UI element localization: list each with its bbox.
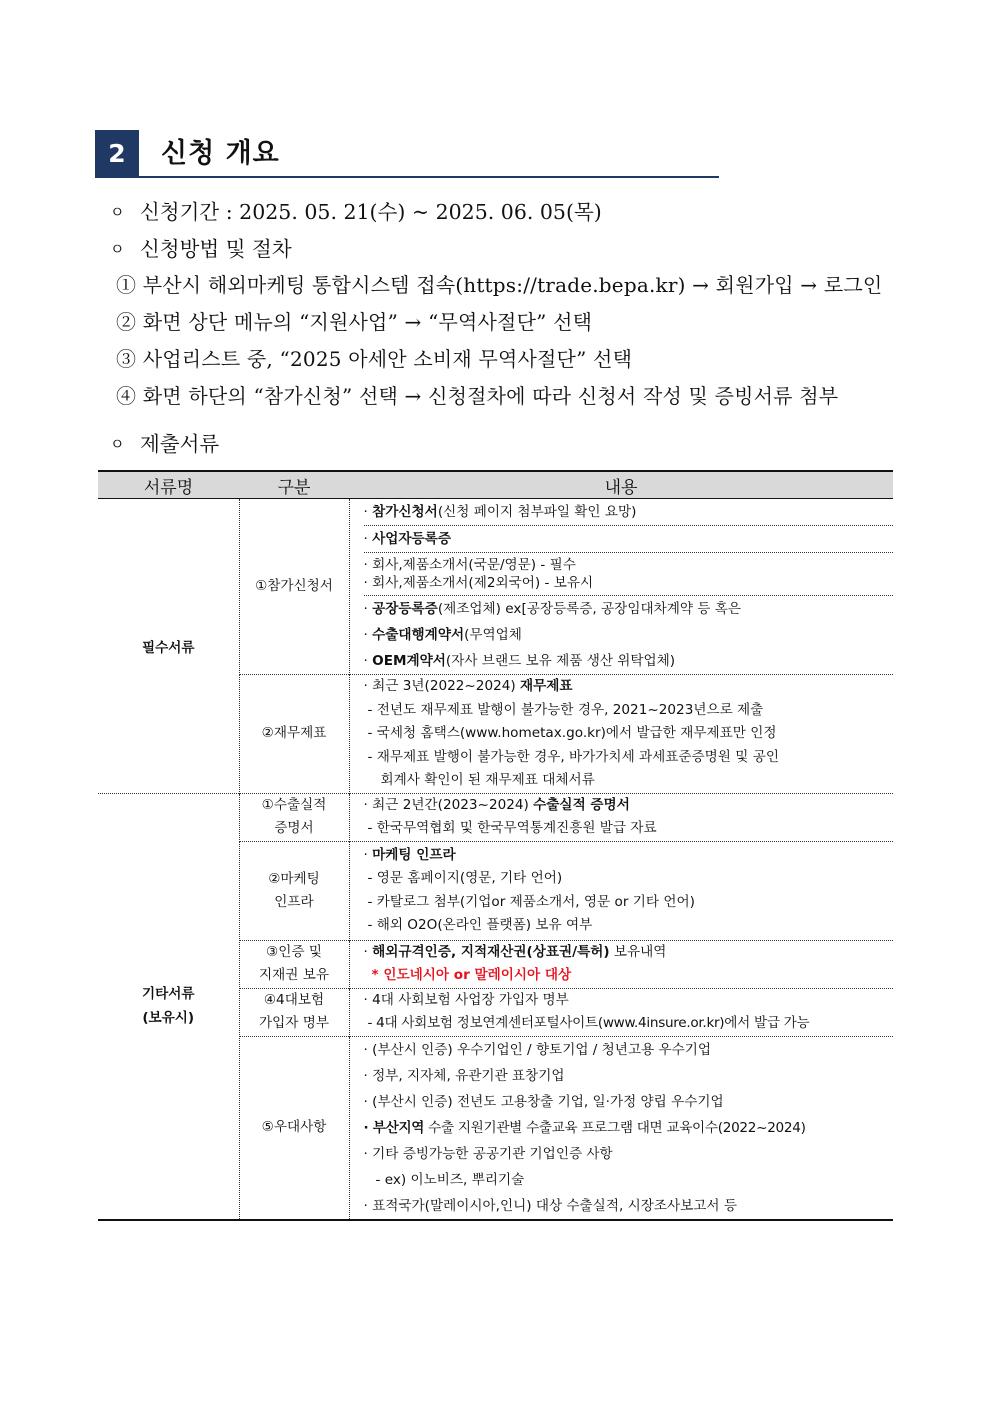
section-title: 신청 개요 xyxy=(161,138,280,169)
category-export-record: ①수출실적 증명서 xyxy=(239,793,349,841)
list-item: · 공장등록증(제조업체) ex[공장등록증, 공장임대차계약 등 혹은 xyxy=(364,595,894,622)
list-item: - 전년도 재무제표 발행이 불가능한 경우, 2021~2023년으로 제출 xyxy=(367,701,764,718)
section-header xyxy=(95,130,719,178)
list-item: · (부산시 인증) 전년도 고용창출 기업, 일·가정 양립 우수기업 xyxy=(363,1093,724,1110)
list-item: · 마케팅 인프라 xyxy=(363,846,456,863)
application-method: ㅇ 신청방법 및 절차 xyxy=(110,237,292,261)
category-insurance: ④4대보험 가입자 명부 xyxy=(239,988,349,1036)
step-3: ③ 사업리스트 중, “2025 아세안 소비재 무역사절단” 선택 xyxy=(116,347,633,371)
list-item: - ex) 이노비즈, 뿌리기술 xyxy=(375,1171,525,1188)
bullet-icon: ㅇ xyxy=(110,435,125,453)
category-application: ①참가신청서 xyxy=(239,499,349,675)
list-item: - 카탈로그 첨부(기업or 제품소개서, 영문 or 기타 언어) xyxy=(367,893,695,910)
bullet-icon: ㅇ xyxy=(110,240,125,258)
application-period: ㅇ 신청기간 : 2025. 05. 21(수) ~ 2025. 06. 05(목) xyxy=(110,200,602,224)
category-marketing: ②마케팅 인프라 xyxy=(239,841,349,940)
list-item: · 기타 증빙가능한 공공기관 기업인증 사항 xyxy=(363,1145,613,1162)
list-item: · OEM계약서(자사 브랜드 보유 제품 생산 위탁업체) xyxy=(363,653,676,669)
list-item: - 국세청 홈택스(www.hometax.go.kr)에서 발급한 재무제표만 인정 xyxy=(367,725,777,741)
category-certification: ③인증 및 지재권 보유 xyxy=(239,940,349,988)
list-item: - 해외 O2O(온라인 플랫폼) 보유 여부 xyxy=(367,917,593,933)
table-row xyxy=(98,793,893,841)
list-item: · 부산지역 수출 지원기관별 수출교육 프로그램 대면 교육이수(2022~2024) xyxy=(363,1119,806,1136)
list-item: - 재무제표 발행이 불가능한 경우, 바가가치세 과세표준증명원 및 공인 xyxy=(367,748,779,765)
insurance-content xyxy=(349,988,893,1036)
documents-table xyxy=(98,470,893,1221)
list-item: · 정부, 지자체, 유관기관 표창기업 xyxy=(363,1067,565,1084)
list-item: · 해외규격인증, 지적재산권(상표권/특허) 보유내역 xyxy=(363,943,667,960)
preference-content xyxy=(349,1036,893,1220)
list-item: · 수출대행계약서(무역업체 xyxy=(363,627,522,643)
target-country-note: * 인도네시아 or 말레이시아 대상 xyxy=(371,967,572,983)
list-item: · 최근 2년간(2023~2024) 수출실적 증명서 xyxy=(363,796,630,813)
list-item: - 한국무역협회 및 한국무역통계진흥원 발급 자료 xyxy=(367,820,657,836)
optional-docs-label: 기타서류 (보유시) xyxy=(98,793,239,1220)
submission-documents: ㅇ 제출서류 xyxy=(110,432,220,456)
financial-content xyxy=(349,675,893,794)
list-item: · (부산시 인증) 우수기업인 / 향토기업 / 청년고용 우수기업 xyxy=(363,1041,712,1058)
certification-content xyxy=(349,940,893,988)
step-1: ① 부산시 해외마케팅 통합시스템 접속(https://trade.bepa.kr) → 회원가입 → 로그인 xyxy=(116,273,883,297)
list-item: · 표적국가(말레이시아,인니) 대상 수출실적, 시장조사보고서 등 xyxy=(363,1197,737,1214)
list-item: · 회사,제품소개서(국문/영문) - 필수 · 회사,제품소개서(제2외국어) - 보유시 xyxy=(364,552,894,595)
export-record-content xyxy=(349,793,893,841)
list-item: · 4대 사회보험 사업장 가입자 명부 xyxy=(363,991,569,1008)
list-item: · 사업자등록증 xyxy=(364,525,894,552)
table-row xyxy=(98,499,893,675)
category-preference: ⑤우대사항 xyxy=(239,1036,349,1220)
category-financial: ②재무제표 xyxy=(239,675,349,794)
step-4: ④ 화면 하단의 “참가신청” 선택 → 신청절차에 따라 신청서 작성 및 증빙서류 첨부 xyxy=(116,384,839,408)
list-item: - 4대 사회보험 정보연계센터포털사이트(www.4insure.or.kr)에서 발급 가능 xyxy=(367,1015,810,1031)
marketing-content xyxy=(349,841,893,940)
list-item: 회계사 확인이 된 재무제표 대체서류 xyxy=(380,772,595,788)
list-item: - 영문 홈페이지(영문, 기타 언어) xyxy=(367,870,563,886)
header-doc-name: 서류명 xyxy=(98,471,239,499)
bullet-icon: ㅇ xyxy=(110,203,125,221)
table-header-row xyxy=(98,471,893,499)
header-content: 내용 xyxy=(349,471,893,499)
application-content xyxy=(349,499,893,675)
header-category: 구분 xyxy=(239,471,349,499)
section-underline xyxy=(139,176,719,178)
required-docs-label: 필수서류 xyxy=(98,499,239,794)
list-item: · 참가신청서(신청 페이지 첨부파일 확인 요망) xyxy=(363,504,637,520)
list-item: · 최근 3년(2022~2024) 재무제표 xyxy=(363,678,573,694)
step-2: ② 화면 상단 메뉴의 “지원사업” → “무역사절단” 선택 xyxy=(116,310,593,334)
section-number: 2 xyxy=(95,130,139,178)
